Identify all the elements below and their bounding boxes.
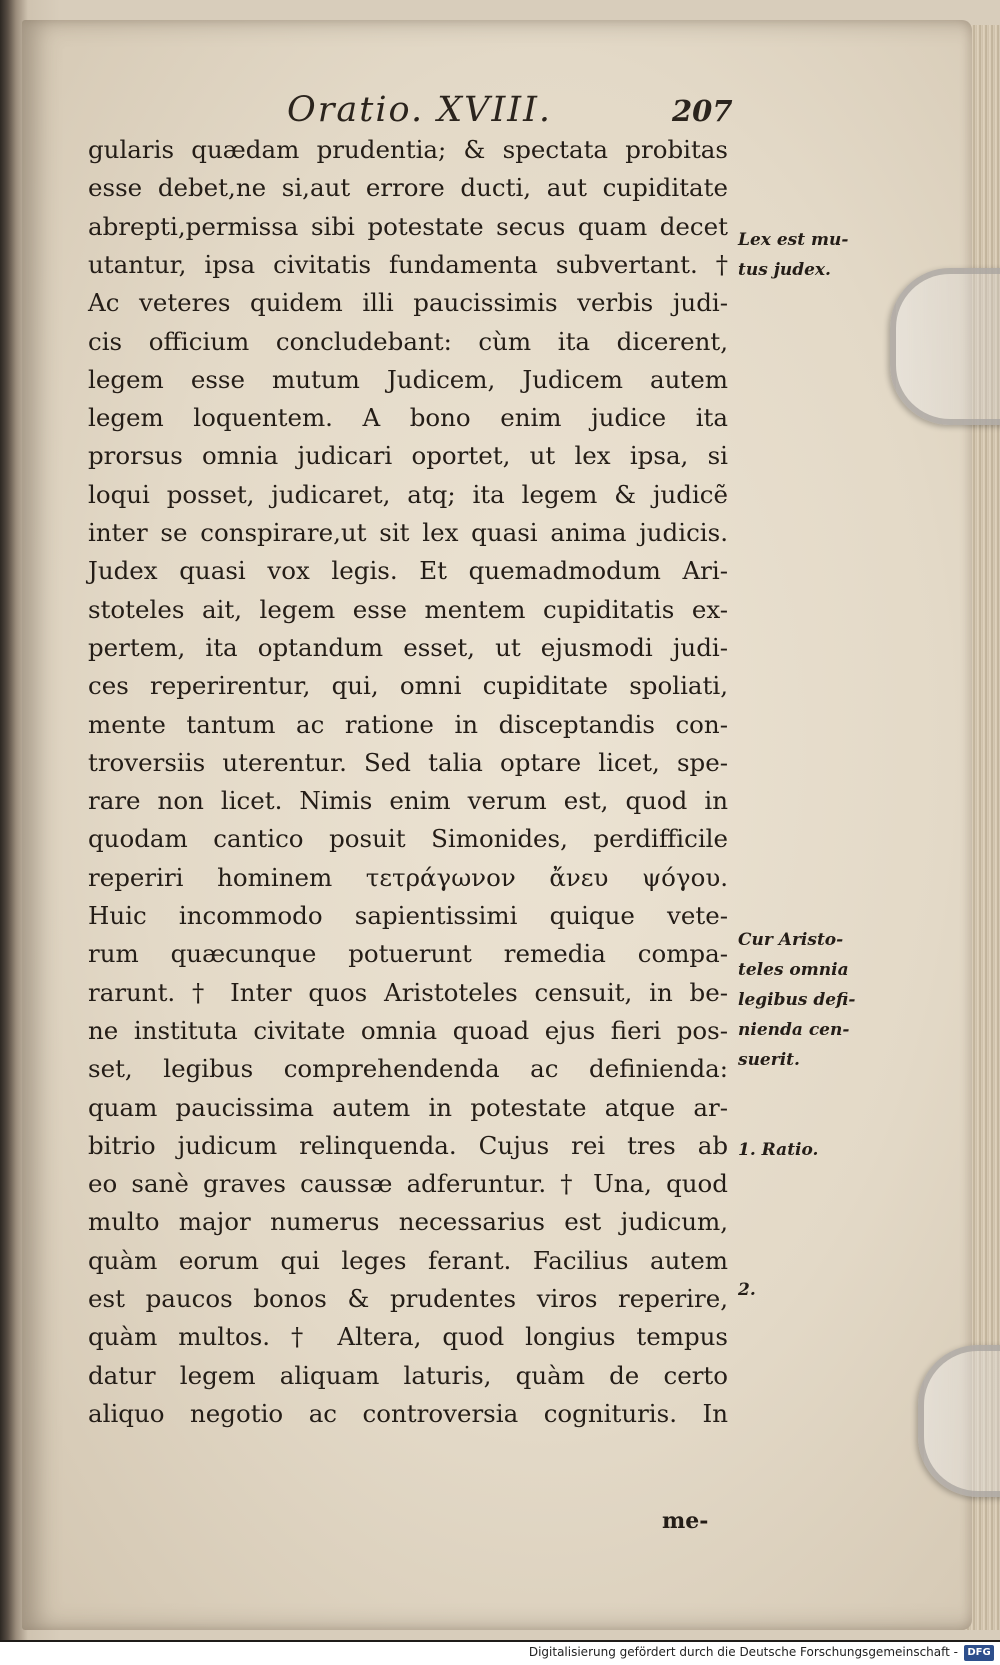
text-line: reperiri hominem τετράγωνον ἄνευ ψόγου. (88, 862, 728, 892)
text-line: pertem, ita optandum esset, ut ejusmodi judi- (88, 632, 728, 662)
text-line: legem loquentem. A bono enim judice ita (88, 403, 728, 433)
running-title: Oratio. XVIII. (287, 90, 553, 130)
page-number: 207 (672, 94, 733, 128)
text-line: eo sanè graves caussæ adferuntur. † Una, quod (88, 1169, 728, 1199)
text-line: gularis quædam prudentia; & spectata probitas (88, 135, 728, 164)
margin-note-line: legibus defi- (738, 990, 856, 1010)
text-line: set, legibus comprehendenda ac definienda: (88, 1054, 728, 1084)
text-line: ne instituta civitate omnia quoad ejus fieri pos- (88, 1015, 728, 1045)
margin-note (738, 1135, 878, 1165)
text-line: datur legem aliquam laturis, quàm de certo (88, 1360, 728, 1390)
margin-note-line: Lex est mu- (738, 230, 849, 250)
text-line: aliquo negotio ac controversia cognituris. In (88, 1398, 728, 1428)
text-line: troversiis uterentur. Sed talia optare licet, spe- (88, 747, 728, 777)
margin-note-line: 1. Ratio. (738, 1140, 819, 1160)
text-line: abrepti,permissa sibi potestate secus quam decet (88, 211, 728, 241)
catchword: me- (662, 1508, 709, 1534)
margin-note-line: 2. (738, 1280, 756, 1300)
text-line: rare non licet. Nimis enim verum est, quod in (88, 786, 728, 816)
text-line: utantur, ipsa civitatis fundamenta subvertant. † (88, 249, 728, 279)
text-line: Huic incommodo sapientissimi quique vete- (88, 901, 728, 930)
text-line: bitrio judicum relinquenda. Cujus rei tres ab (88, 1130, 728, 1160)
margin-note-line: suerit. (738, 1050, 800, 1070)
margin-note-line: nienda cen- (738, 1020, 850, 1040)
margin-note-line: teles omnia (738, 960, 849, 980)
text-line: legem esse mutum Judicem, Judicem autem (88, 364, 728, 394)
margin-note (738, 925, 878, 1075)
margin-note (738, 1275, 878, 1305)
text-line: quam paucissima autem in potestate atque ar- (88, 1092, 728, 1122)
footer-credit: Digitalisierung gefördert durch die Deutsche Forschungsgemeinschaft - (528, 1645, 958, 1659)
page-clip-bottom (918, 1345, 1000, 1497)
text-line: stoteles ait, legem esse mentem cupiditatis ex- (88, 594, 728, 624)
text-line: mente tantum ac ratione in disceptandis con- (88, 709, 728, 739)
text-line: quàm multos. † Altera, quod longius tempus (88, 1322, 728, 1352)
text-line: ces reperirentur, qui, omni cupiditate spoliati, (88, 671, 728, 701)
text-line: cis officium concludebant: cùm ita dicerent, (88, 326, 728, 356)
margin-note-line: Cur Aristo- (738, 930, 844, 950)
text-line: quàm eorum qui leges ferant. Facilius autem (88, 1245, 728, 1275)
page-clip-top (890, 268, 1000, 425)
text-line: Judex quasi vox legis. Et quemadmodum Ari- (88, 556, 728, 586)
text-line: rum quæcunque potuerunt remedia compa- (88, 939, 728, 969)
paper-page (22, 20, 972, 1630)
footer-bar (0, 1642, 1000, 1665)
text-line: rarunt. † Inter quos Aristoteles censuit, in be- (88, 977, 728, 1007)
margin-note (738, 225, 878, 285)
text-line: est paucos bonos & prudentes viros reperire, (88, 1284, 728, 1313)
margin-note-line: tus judex. (738, 260, 831, 280)
dfg-logo: DFG (964, 1645, 994, 1661)
text-line: inter se conspirare,ut sit lex quasi anima judicis. (88, 518, 728, 547)
text-line: loqui posset, judicaret, atq; ita legem & judicẽ (88, 479, 728, 509)
text-line: esse debet,ne si,aut errore ducti, aut cupiditate (88, 173, 728, 203)
text-line: prorsus omnia judicari oportet, ut lex ipsa, si (88, 441, 728, 471)
text-line: Ac veteres quidem illi paucissimis verbis judi- (88, 288, 728, 318)
text-line: quodam cantico posuit Simonides, perdifficile (88, 824, 728, 854)
text-line: multo major numerus necessarius est judicum, (88, 1207, 728, 1237)
